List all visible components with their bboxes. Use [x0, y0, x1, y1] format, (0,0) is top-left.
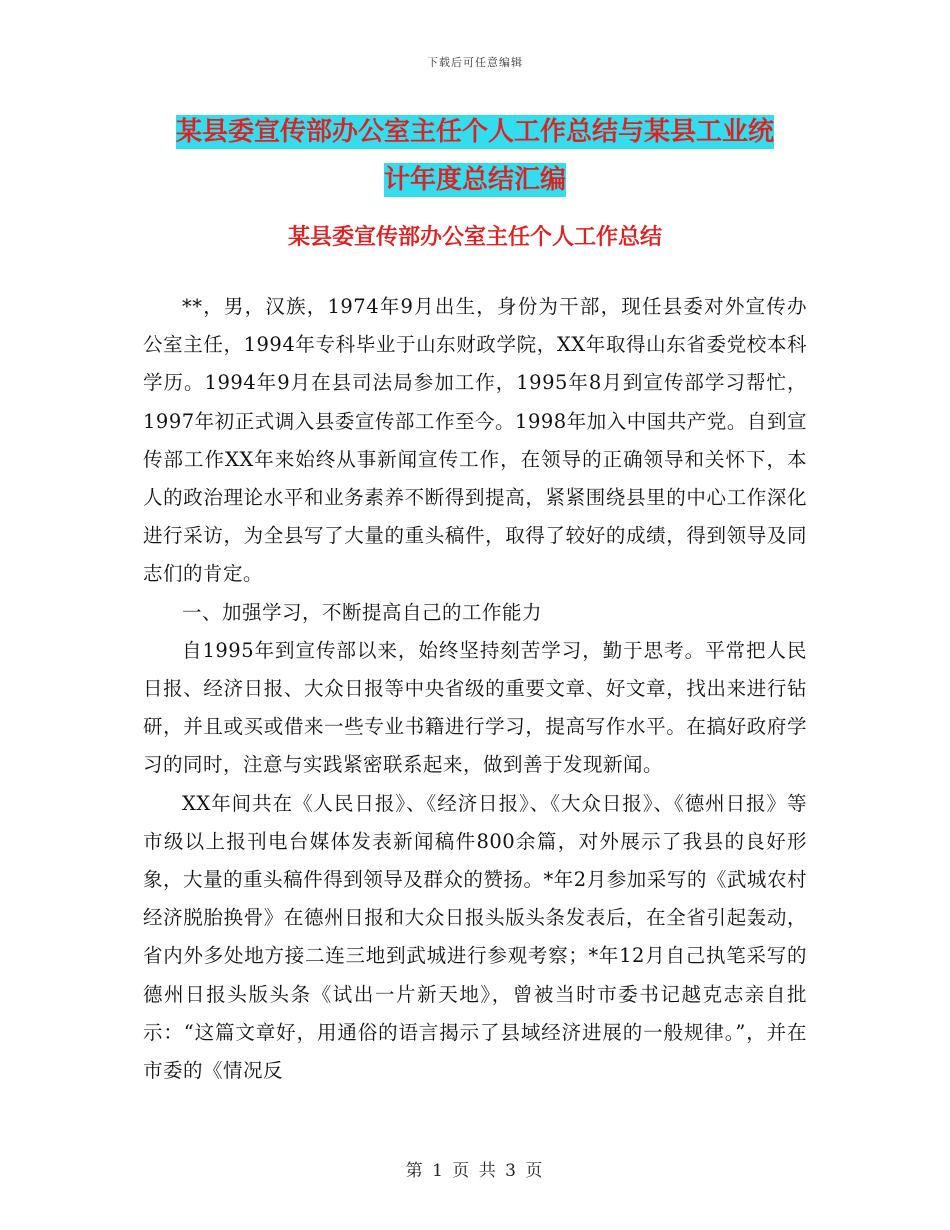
title-line-1: 某县委宣传部办公室主任个人工作总结与某县工业统: [175, 117, 774, 147]
paragraph: XX年间共在《人民日报》、《经济日报》、《大众日报》、《德州日报》等市级以上报刊电台媒体发表新闻稿件800余篇，对外展示了我县的良好形象，大量的重头稿件得到领导及群众的赞扬。*年2月参加采写的《武城农村经济脱胎换骨》在德州日报和大众日报头版头条发表后，在全省引起轰动，省内外多处地方接二连三地到武城进行参观考察；*年12月自己执笔采写的德州日报头版头条《试出一片新天地》，曾被当时市委书记越克志亲自批示：“这篇文章好，用通俗的语言揭示了县域经济进展的一般规律。”，并在市委的《情况反: [143, 791, 807, 1083]
paragraph-heading: 一、加强学习，不断提高自己的工作能力: [182, 600, 543, 624]
paragraph: **，男，汉族，1974年9月出生，身份为干部，现任县委对外宣传办公室主任，1994年专科毕业于山东财政学院，XX年取得山东省委党校本科学历。1994年9月在县司法局参加工作，1995年8月到宣传部学习帮忙，1997年初正式调入县委宣传部工作至今。1998年加入中国共产党。自到宣传部工作XX年来始终从事新闻宣传工作，在领导的正确领导和关怀下，本人的政治理论水平和业务素养不断得到提高，紧紧围绕县里的中心工作深化进行采访，为全县写了大量的重头稿件，取得了较好的成绩，得到领导及同志们的肯定。: [143, 295, 807, 586]
body-text: [143, 288, 807, 1090]
document-title: [145, 108, 805, 204]
page-number: 第 1 页 共 3 页: [405, 1161, 545, 1181]
section-title: 某县委宣传部办公室主任个人工作总结: [287, 225, 662, 250]
title-line-2: 计年度总结汇编: [383, 165, 566, 195]
paragraph: 自1995年到宣传部以来，始终坚持刻苦学习，勤于思考。平常把人民日报、经济日报、大众日报等中央省级的重要文章、好文章，找出来进行钻研，并且或买或借来一些专业书籍进行学习，提高写作水平。在搞好政府学习的同时，注意与实践紧密联系起来，做到善于发现新闻。: [143, 638, 807, 777]
header-note: 下载后可任意编辑: [427, 56, 523, 69]
